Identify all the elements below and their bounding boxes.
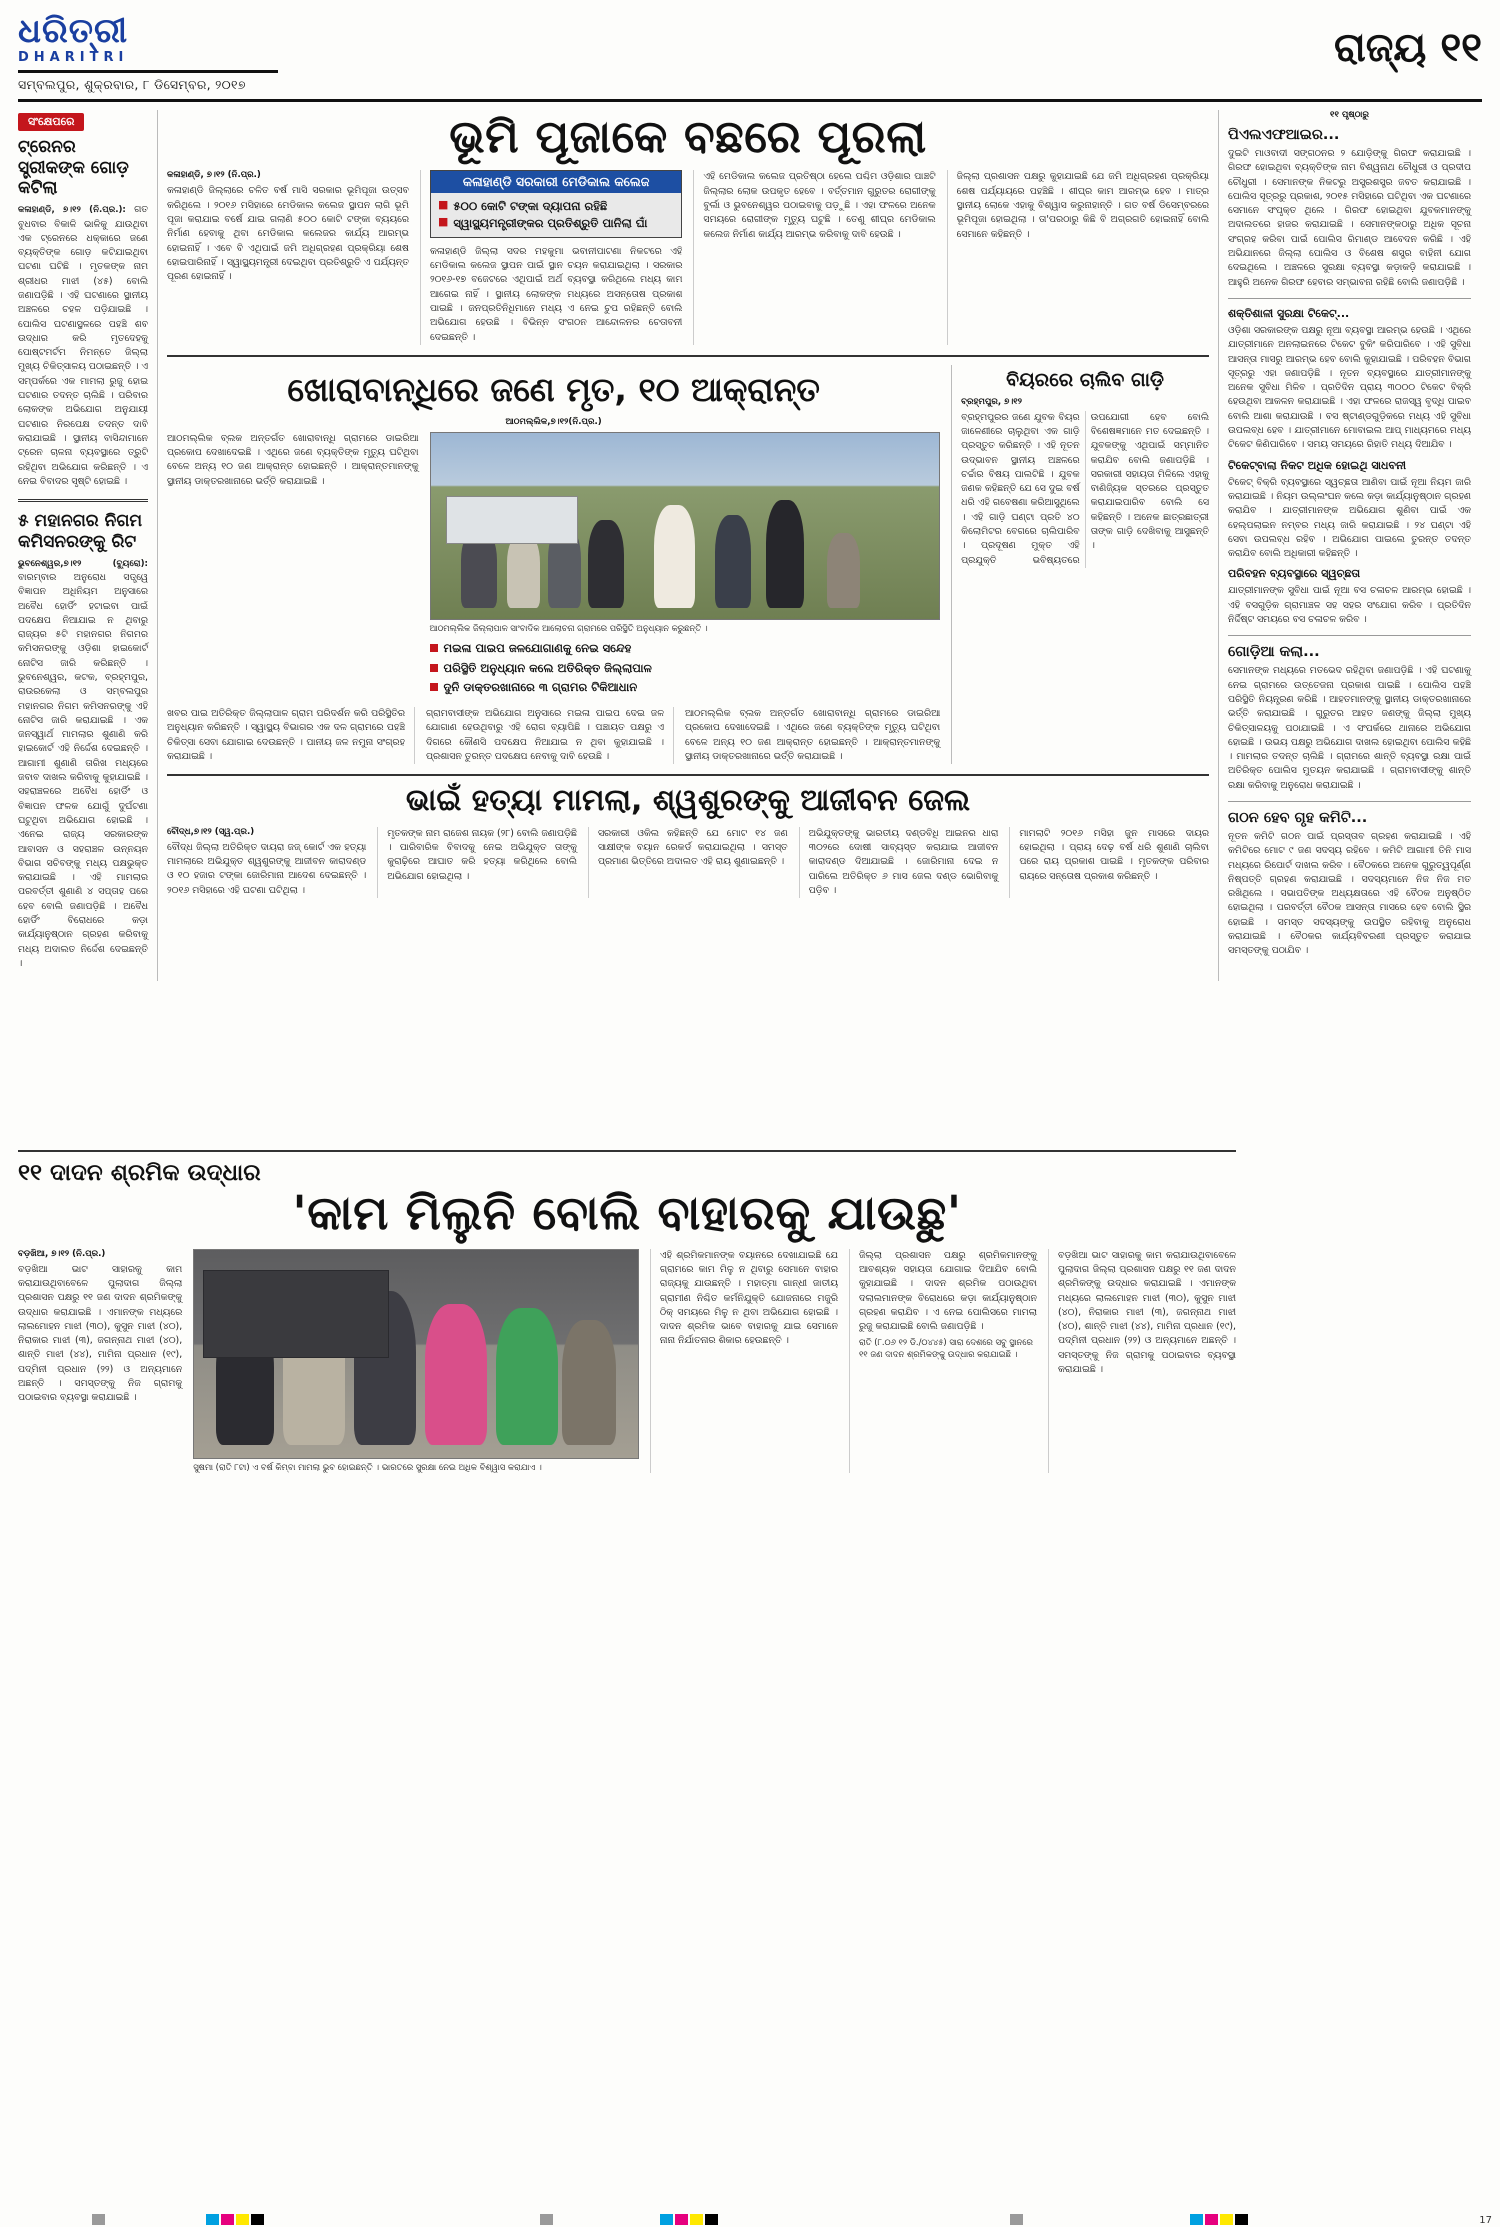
page-section-title: ରାଜ୍ୟ ୧୧: [1333, 25, 1482, 71]
lead-headline: ଭୂମି ପୂଜାକେ ବଛରେ ପୂରଲା: [449, 110, 927, 163]
court-col-2: ମୃତକଙ୍କ ନାମ ରାଜେଶ ନାୟକ (୨୮) ବୋଲି ଜଣାପଡ଼ିଛି । ପାରିବାରିକ ବିବାଦକୁ ନେଇ ଅଭିଯୁକ୍ତ ତାଙ୍କୁ କୁରାଢ଼ିରେ ଆଘାତ କରି ହତ୍ୟା କରିଥିଲେ ବୋଲି ଅଭିଯୋଗ ହୋଇଥିଲା ।: [387, 827, 577, 882]
right-item-3-text: ଯାତ୍ରୀମାନଙ୍କ ସୁବିଧା ପାଇଁ ନୂଆ ବସ ଚଳାଚଳ ଆରମ୍ଭ ହୋଇଛି । ଏହି ବସଗୁଡ଼ିକ ଗ୍ରାମାଞ୍ଚଳ ସହ ସହର ସଂଯୋଗ କରିବ । ପ୍ରତିଦିନ ନିର୍ଦ୍ଦିଷ୍ଟ ସମୟରେ ବସ ଚଳାଚଳ କରିବ ।: [1228, 585, 1471, 626]
masthead-logo-block: [18, 11, 278, 93]
second-band: [167, 365, 1209, 764]
rescued-workers-photo: [193, 1249, 639, 1459]
lead-col-1: କଳାହାଣ୍ଡି ଜିଲ୍ଲାରେ ଚଳିତ ବର୍ଷ ମାସି ସରକାର ଭୂମିପୂଜା ଉତ୍ସବ କରିଥିଲେ । ୨୦୧୬ ମସିହାରେ ମେଡିକାଲ କଲେଜ ସ୍ଥାପନ ଲାଗି ଭୂମି ପୂଜା କରାଯାଇ ବର୍ଷେ ଯାଇ ଗଲାଣି ୫୦୦ କୋଟି ଟଙ୍କା ବ୍ୟୟରେ ନିର୍ମାଣ ହେବାକୁ ଥିବା ମେଡିକାଲ କଲେଜର କାର୍ଯ୍ୟ ଆରମ୍ଭ ହୋଇନାହିଁ । ଏବେ ବି ଏଥିପାଇଁ ଜମି ଅଧିଗ୍ରହଣ ପ୍ରକ୍ରିୟା ଶେଷ ହୋଇପାରିନାହିଁ । ସ୍ୱାସ୍ଥ୍ୟମନ୍ତ୍ରୀ ଦେଇଥିବା ପ୍ରତିଶ୍ରୁତି ଏ ପର୍ଯ୍ୟନ୍ତ ପୂରଣ ହୋଇନାହିଁ ।: [167, 185, 409, 283]
color-swatch: [675, 2214, 688, 2225]
color-swatch: [92, 2214, 105, 2225]
court-col-1: ବୌଦ୍ଧ ଜିଲ୍ଲା ଅତିରିକ୍ତ ଦାୟରା ଜଜ୍ କୋର୍ଟ ଏକ ହତ୍ୟା ମାମଲାରେ ଅଭିଯୁକ୍ତ ଶ୍ୱଶୁରଙ୍କୁ ଆଜୀବନ କାରାଦଣ୍ଡ ଓ ୧୦ ହଜାର ଟଙ୍କା ଜୋରିମାନା ଆଦେଶ ଦେଇଛନ୍ତି । ୨୦୧୬ ମସିହାରେ ଏହି ଘଟଣା ଘଟିଥିଲା ।: [167, 841, 367, 896]
court-col-5: ମାମଲାଟି ୨୦୧୬ ମସିହା ଜୁନ ମାସରେ ଦାୟର ହୋଇଥିଲା । ପ୍ରାୟ ଦେଢ଼ ବର୍ଷ ଧରି ଶୁଣାଣି ଚାଲିବା ପରେ ରାୟ ପ୍ରକାଶ ପାଇଛି । ମୃତକଙ୍କ ପରିବାର ରାୟରେ ସନ୍ତୋଷ ପ୍ରକାଶ କରିଛନ୍ତି ।: [1019, 827, 1209, 882]
right-item-2-text: ଟିକେଟ୍ ବିକ୍ରି ବ୍ୟବସ୍ଥାରେ ସ୍ୱଚ୍ଛତା ଆଣିବା ପାଇଁ ନୂଆ ନିୟମ ଜାରି କରାଯାଇଛି । ନିୟମ ଉଲ୍ଲଂଘନ କଲେ କଡ଼ା କାର୍ଯ୍ୟାନୁଷ୍ଠାନ ଗ୍ରହଣ କରାଯିବ । ଯାତ୍ରୀମାନଙ୍କ ଅଭିଯୋଗ ଶୁଣିବା ପାଇଁ ଏକ ହେଲ୍ପଲାଇନ ନମ୍ବର ମଧ୍ୟ ଜାରି କରାଯାଇଛି । ୨୪ ଘଣ୍ଟା ଏହି ସେବା ଉପଲବ୍ଧ ରହିବ । ଅଭିଯୋଗ ପାଇଲେ ତୁରନ୍ତ ତଦନ୍ତ କରାଯିବ ବୋଲି ଅଧିକାରୀ କହିଛନ୍ତି ।: [1228, 476, 1471, 560]
fact-box-title: କଳାହାଣ୍ଡି ସରକାରୀ ମେଡିକାଲ କଲେଜ: [431, 171, 681, 193]
diarrhoea-bullets: [430, 640, 941, 696]
brief-2-text: ବାରମ୍ବାର ଅନୁରୋଧ ସତ୍ତ୍ୱେ ବିଜ୍ଞାପନ ଅଧିନିୟମ ଅନୁସାରେ ଅବୈଧ ହୋର୍ଡିଂ ହଟାଇବା ପାଇଁ ପଦକ୍ଷେପ ନିଆଯାଇ ନ ଥିବାରୁ ରାଜ୍ୟର ୫ଟି ମହାନଗର ନିଗମର କମିସନରଙ୍କୁ ଓଡ଼ିଶା ହାଇକୋର୍ଟ ନୋଟିସ ଜାରି କରିଛନ୍ତି । ଭୁବନେଶ୍ୱର, କଟକ, ବ୍ରହ୍ମପୁର, ରାଉରକେଲା ଓ ସମ୍ବଲପୁର ମହାନଗର ନିଗମ କମିସନରଙ୍କୁ ଏହି ନୋଟିସ ଜାରି କରାଯାଇଛି । ଏକ ଜନସ୍ୱାର୍ଥ ମାମଲାର ଶୁଣାଣି କରି ହାଇକୋର୍ଟ ଏହି ନିର୍ଦ୍ଦେଶ ଦେଇଛନ୍ତି । ଆଗାମୀ ଶୁଣାଣି ତାରିଖ ମଧ୍ୟରେ ଜବାବ ଦାଖଲ କରିବାକୁ କୁହାଯାଇଛି । ସହରାଞ୍ଚଳରେ ଅବୈଧ ହୋର୍ଡିଂ ଓ ବିଜ୍ଞାପନ ଫଳକ ଯୋଗୁଁ ଦୁର୍ଘଟଣା ଘଟୁଥିବା ଅଭିଯୋଗ ହୋଇଛି । ଏନେଇ ରାଜ୍ୟ ସରକାରଙ୍କ ଆବାସନ ଓ ସହରାଞ୍ଚଳ ଉନ୍ନୟନ ବିଭାଗ ସଚିବଙ୍କୁ ମଧ୍ୟ ପକ୍ଷଭୁକ୍ତ କରାଯାଇଛି । ଏହି ମାମଲାର ପରବର୍ତ୍ତୀ ଶୁଣାଣି ୪ ସପ୍ତାହ ପରେ ହେବ ବୋଲି ଜଣାପଡ଼ିଛି । ଅବୈଧ ହୋର୍ଡିଂ ବିରୋଧରେ କଡ଼ା କାର୍ଯ୍ୟାନୁଷ୍ଠାନ ଗ୍ରହଣ କରିବାକୁ ମଧ୍ୟ ଅଦାଲତ ନିର୍ଦ୍ଦେଶ ଦେଇଛନ୍ତି ।: [18, 571, 148, 969]
court-byline: ବୌଦ୍ଧ,୭।୧୨ (ସ୍ୱ.ପ୍ର.): [167, 826, 255, 837]
right-item-5-text: ନୂତନ କମିଟି ଗଠନ ପାଇଁ ପ୍ରସ୍ତାବ ଗ୍ରହଣ କରାଯାଇଛି । ଏହି କମିଟିରେ ମୋଟ ୯ ଜଣ ସଦସ୍ୟ ରହିବେ । କମିଟି ଆଗାମୀ ତିନି ମାସ ମଧ୍ୟରେ ରିପୋର୍ଟ ଦାଖଲ କରିବ । ବୈଠକରେ ଅନେକ ଗୁରୁତ୍ୱପୂର୍ଣ୍ଣ ନିଷ୍ପତ୍ତି ଗ୍ରହଣ କରାଯାଇଛି । ସଦସ୍ୟମାନେ ନିଜ ନିଜ ମତ ରଖିଥିଲେ । ସଭାପତିଙ୍କ ଅଧ୍ୟକ୍ଷତାରେ ଏହି ବୈଠକ ଅନୁଷ୍ଠିତ ହୋଇଥିଲା । ପରବର୍ତ୍ତୀ ବୈଠକ ଆସନ୍ତା ମାସରେ ହେବ ବୋଲି ସ୍ଥିର ହୋଇଛି । ସମସ୍ତ ସଦସ୍ୟଙ୍କୁ ଉପସ୍ଥିତ ରହିବାକୁ ଅନୁରୋଧ କରାଯାଇଛି । ବୈଠକର କାର୍ଯ୍ୟବିବରଣୀ ପ୍ରସ୍ତୁତ କରାଯାଇ ସମସ୍ତଙ୍କୁ ପଠାଯିବ ।: [1228, 830, 1471, 957]
color-swatch: [1190, 2214, 1203, 2225]
beer-car-story: [951, 365, 1209, 764]
right-item-0-text: ଦୁଇଟି ମାଓବାଦୀ ସଙ୍ଗଠନର ୨ ଯୋଡ଼ିଙ୍କୁ ଗିରଫ କରାଯାଇଛି । ଗିରଫ ହୋଇଥିବା ବ୍ୟକ୍ତିଙ୍କ ନାମ ବିଶ୍ୱନାଥ ଚୌଧୁରୀ ଓ ପ୍ରଦୀପ ଚୌଧୁରୀ । ସେମାନଙ୍କ ନିକଟରୁ ଅସ୍ତ୍ରଶସ୍ତ୍ର ଜବତ କରାଯାଇଛି । ପୋଲିସ ସୂତ୍ରରୁ ପ୍ରକାଶ, ୨୦୧୫ ମସିହାରେ ଘଟିଥିବା ଏକ ଘଟଣାରେ ସେମାନେ ସଂପୃକ୍ତ ଥିଲେ । ଗିରଫ ହୋଇଥିବା ଯୁବକମାନଙ୍କୁ ଅଦାଲତରେ ହାଜର କରାଯାଇଛି । ସେମାନଙ୍କଠାରୁ ଅଧିକ ସୂଚନା ସଂଗ୍ରହ କରିବା ପାଇଁ ପୋଲିସ ରିମାଣ୍ଡ ଆବେଦନ କରିଛି । ଏହି ଅଭିଯାନରେ ଜିଲ୍ଲା ପୋଲିସ ଓ ବିଶେଷ ଶସ୍ତ୍ର ବାହିନୀ ଯୋଗ ଦେଇଥିଲେ । ଅଞ୍ଚଳରେ ସୁରକ୍ଷା ବ୍ୟବସ୍ଥା କଡ଼ାକଡ଼ି କରାଯାଇଛି । ଆହୁରି ଅନେକ ଗିରଫ ହେବାର ସମ୍ଭାବନା ରହିଛି ବୋଲି ଜଣାପଡ଼ିଛି ।: [1228, 148, 1471, 288]
color-swatch: [705, 2214, 718, 2225]
color-swatch: [1205, 2214, 1218, 2225]
lead-col-4: ଜିଲ୍ଲା ପ୍ରଶାସନ ପକ୍ଷରୁ କୁହାଯାଇଛି ଯେ ଜମି ଅଧିଗ୍ରହଣ ପ୍ରକ୍ରିୟା ଶେଷ ପର୍ଯ୍ୟାୟରେ ପହଞ୍ଚିଛି । ଶୀଘ୍ର କାମ ଆରମ୍ଭ ହେବ । ମାତ୍ର ସ୍ଥାନୀୟ ଲୋକେ ଏହାକୁ ବିଶ୍ୱାସ କରୁନାହାନ୍ତି । ଗତ ବର୍ଷ ଡିସେମ୍ବରରେ ଭୂମିପୂଜା ହୋଇଥିଲା । ତା'ପରଠାରୁ କିଛି ବି ଅଗ୍ରଗତି ହୋଇନାହିଁ ବୋଲି ସେମାନେ କହିଛନ୍ତି ।: [956, 171, 1209, 240]
bottom-kicker: ୧୧ ଦାଦନ ଶ୍ରମିକ ଉଦ୍ଧାର: [18, 1160, 261, 1186]
swatch-group-3: [540, 2214, 553, 2225]
logo-row: [18, 11, 278, 51]
dateline: ସମ୍ବଲପୁର, ଶୁକ୍ରବାର, ୮ ଡିସେମ୍ବର, ୨୦୧୭: [18, 77, 246, 92]
color-swatch: [1010, 2214, 1023, 2225]
right-item-2-head: ଟିକେଟ୍‌ବାଲା ନିକଟ ଅଧିକ ହୋଇଥି ସାଧବନୀ: [1228, 458, 1406, 472]
lead-col-2: କଳାହାଣ୍ଡି ଜିଲ୍ଲା ସଦର ମହକୁମା ଭବାନୀପାଟଣା ନିକଟରେ ଏହି ମେଡିକାଲ କଲେଜ ସ୍ଥାପନ ପାଇଁ ସ୍ଥାନ ଚୟନ କରାଯାଇଥିଲା । ସରକାର ୨୦୧୬-୧୭ ବଜେଟରେ ଏଥିପାଇଁ ଅର୍ଥ ବ୍ୟବସ୍ଥା କରିଥିଲେ ମଧ୍ୟ କାମ ଆଗେଇ ନାହିଁ । ସ୍ଥାନୀୟ ଲୋକଙ୍କ ମଧ୍ୟରେ ଅସନ୍ତୋଷ ପ୍ରକାଶ ପାଇଛି । ଜନପ୍ରତିନିଧିମାନେ ମଧ୍ୟ ଏ ନେଇ ଚୁପ ରହିଛନ୍ତି ବୋଲି ଅଭିଯୋଗ ହେଉଛି । ବିଭିନ୍ନ ସଂଗଠନ ଆନ୍ଦୋଳନର ଚେତାବନୀ ଦେଇଛନ୍ତି ।: [429, 245, 683, 343]
brief-2-headline: ୫ ମହାନଗର ନିଗମ କମିସନରଙ୍କୁ ରିଟ: [18, 511, 143, 552]
swatch-group-6: [1190, 2214, 1248, 2225]
beer-car-text: ବ୍ରହ୍ମପୁରର ଜଣେ ଯୁବକ ବିୟର ଜାଳେଣୀରେ ଚାଲୁଥିବା ଏକ ଗାଡ଼ି ପ୍ରସ୍ତୁତ କରିଛନ୍ତି । ଏହି ନୂତନ ଉଦ୍ଭାବନ ସ୍ଥାନୀୟ ଅଞ୍ଚଳରେ ଚର୍ଚ୍ଚାର ବିଷୟ ପାଲଟିଛି । ଯୁବକ ଜଣକ କହିଛନ୍ତି ଯେ ସେ ଦୁଇ ବର୍ଷ ଧରି ଏହି ଗବେଷଣା କରିଆସୁଥିଲେ । ଏହି ଗାଡ଼ି ଘଣ୍ଟା ପ୍ରତି ୪୦ କିଲୋମିଟର ବେଗରେ ଚାଲିପାରିବ । ପ୍ରଦୂଷଣ ମୁକ୍ତ ଏହି ପ୍ରଯୁକ୍ତି ଭବିଷ୍ୟତରେ ଉପଯୋଗୀ ହେବ ବୋଲି ବିଶେଷଜ୍ଞମାନେ ମତ ଦେଇଛନ୍ତି । ଯୁବକଙ୍କୁ ଏଥିପାଇଁ ସମ୍ମାନିତ କରାଯିବ ବୋଲି ଜଣାପଡ଼ିଛି । ସରକାରୀ ସହାୟତା ମିଳିଲେ ଏହାକୁ ବାଣିଜ୍ୟିକ ସ୍ତରରେ ପ୍ରସ୍ତୁତ କରାଯାଇପାରିବ ବୋଲି ସେ କହିଛନ୍ତି । ଅନେକ ଛାତ୍ରଛାତ୍ରୀ ତାଙ୍କ ଗାଡ଼ି ଦେଖିବାକୁ ଆସୁଛନ୍ତି ।: [961, 411, 1209, 566]
beer-car-byline: ବ୍ରହ୍ମପୁର, ୭।୧୨: [961, 396, 1023, 407]
page-content: [18, 110, 1482, 981]
right-column: [1218, 110, 1480, 981]
bottom-col-2: ଏହି ଶ୍ରମିକମାନଙ୍କ ବୟାନରେ ଦେଖାଯାଇଛି ଯେ ଗ୍ରାମରେ କାମ ମିଳୁ ନ ଥିବାରୁ ସେମାନେ ବାହାର ରାଜ୍ୟକୁ ଯାଉଛନ୍ତି । ମହାତ୍ମା ଗାନ୍ଧୀ ଜାତୀୟ ଗ୍ରାମୀଣ ନିଶ୍ଚିତ କର୍ମନିଯୁକ୍ତି ଯୋଜନାରେ ମଜୁରି ଠିକ୍ ସମୟରେ ମିଳୁ ନ ଥିବା ଅଭିଯୋଗ ହୋଇଛି । ଦାଦନ ଶ୍ରମିକ ଭାବେ ବାହାରକୁ ଯାଇ ସେମାନେ ନାନା ନିର୍ଯାତନାର ଶିକାର ହେଉଛନ୍ତି ।: [659, 1249, 838, 1347]
main-column: [158, 110, 1218, 981]
left-divider-1: [18, 499, 148, 502]
right-item-5-head: ଗଠନ ହେବ ଗୃହ କମିଟି...: [1228, 809, 1368, 826]
bottom-col-3: ଜିଲ୍ଲା ପ୍ରଶାସନ ପକ୍ଷରୁ ଶ୍ରମିକମାନଙ୍କୁ ଆବଶ୍ୟକ ସହାୟତା ଯୋଗାଇ ଦିଆଯିବ ବୋଲି କୁହାଯାଇଛି । ଦାଦନ ଶ୍ରମିକ ପଠାଉଥିବା ଦଲାଲମାନଙ୍କ ବିରୋଧରେ କଡ଼ା କାର୍ଯ୍ୟାନୁଷ୍ଠାନ ଗ୍ରହଣ କରାଯିବ । ଏ ନେଇ ପୋଲିସରେ ମାମଲା ରୁଜୁ କରାଯାଇଛି ବୋଲି ଜଣାପଡ଼ିଛି ।: [858, 1249, 1037, 1333]
court-col-3: ସରକାରୀ ଓକିଲ କହିଛନ୍ତି ଯେ ମୋଟ ୧୪ ଜଣ ସାକ୍ଷୀଙ୍କ ବୟାନ ରେକର୍ଡ କରାଯାଇଥିଲା । ସମସ୍ତ ପ୍ରମାଣ ଭିତ୍ତିରେ ଅଦାଲତ ଏହି ରାୟ ଶୁଣାଇଛନ୍ତି ।: [597, 827, 788, 868]
bullet-item: ପରିସ୍ଥିତି ଅନୁଧ୍ୟାନ କଲେ ଅତିରିକ୍ତ ଜିଲ୍ଲାପାଳ: [430, 660, 941, 677]
logo-latin: DHARITRI: [18, 50, 129, 65]
color-swatch: [540, 2214, 553, 2225]
color-swatch: [236, 2214, 249, 2225]
bottom-lead-story: [18, 1140, 1236, 1473]
fact-box-item-1: ■ ୫୦୦ କୋଟି ଟଙ୍କା ଦ୍ୟାପନା ରହିଛି: [437, 198, 608, 214]
bottom-photo-caption: ସୁଷମା (ରାତି ୮ଟା) ଏ ବର୍ଷ କିମ୍ବା ମାମଲା ଭୁବ ହୋଇଛନ୍ତି । ଭାରତରେ ସୁରକ୍ଷା ନେଇ ଅଧିକ ବିଶ୍ୱାସ କରାଯାଏ ।: [193, 1461, 542, 1472]
square-bullet-icon: ■: [437, 215, 449, 229]
left-column: [18, 110, 158, 981]
swatch-group-5: [1010, 2214, 1023, 2225]
right-divider-2: [1228, 635, 1471, 636]
color-swatch: [1235, 2214, 1248, 2225]
square-bullet-icon: ■: [437, 198, 449, 212]
right-item-4-head: ଗୋଡ଼ିଆ କଲା...: [1228, 644, 1320, 661]
brief-1-text: ଗତ ବୁଧବାର ବିକାଳି ଭାଳିକୁ ଯାଉଥିବା ଏକ ଟ୍ରେନରେ ଧକ୍କାରେ ଜଣେ ବ୍ୟକ୍ତିଙ୍କ ଗୋଡ଼ କଟିଯାଇଥିବା ଘଟଣା ଘଟିଛି । ମୃତକଙ୍କ ନାମ ଶ୍ରୀଧର ମାଝୀ (୪୫) ବୋଲି ଜଣାପଡ଼ିଛି । ଏହି ଘଟଣାରେ ସ୍ଥାନୀୟ ଅଞ୍ଚଳରେ ଚହଳ ପଡ଼ିଯାଇଛି । ପୋଲିସ ଘଟଣାସ୍ଥଳରେ ପହଞ୍ଚି ଶବ ଉଦ୍ଧାର କରି ମୃତଦେହକୁ ପୋଷ୍ଟମର୍ଟମ ନିମନ୍ତେ ଜିଲ୍ଲା ମୁଖ୍ୟ ଚିକିତ୍ସାଳୟ ପଠାଇଛନ୍ତି । ଏ ସମ୍ପର୍କରେ ଏକ ମାମଲା ରୁଜୁ ହୋଇ ଘଟଣାର ତଦନ୍ତ ଚାଲିଛି । ପରିବାର ଲୋକଙ୍କ ଅଭିଯୋଗ ଅନୁଯାୟୀ ଘଟଣାର ନିରପେକ୍ଷ ତଦନ୍ତ ଦାବି କରାଯାଇଛି । ସ୍ଥାନୀୟ ବାସିନ୍ଦାମାନେ ଟ୍ରେନ ଚାଳନା ବ୍ୟବସ୍ଥାରେ ତ୍ରୁଟି ରହିଥିବା ଅଭିଯୋଗ କରିଛନ୍ତି । ଏ ନେଇ ବିବାଦର ସୃଷ୍ଟି ହୋଇଛି ।: [18, 204, 148, 487]
continued-from-label: ୧୧ ପୃଷ୍ଠାରୁ: [1330, 110, 1369, 120]
bottom-headline: 'କାମ ମିଲୁନି ବୋଲି ବାହାରକୁ ଯାଉଛୁ': [292, 1186, 962, 1241]
court-col-4: ଅଭିଯୁକ୍ତଙ୍କୁ ଭାରତୀୟ ଦଣ୍ଡବିଧି ଆଇନର ଧାରା ୩୦୨ରେ ଦୋଷୀ ସାବ୍ୟସ୍ତ କରାଯାଇ ଆଜୀବନ କାରାଦଣ୍ଡ ଦିଆଯାଇଛି । ଜୋରିମାନା ଦେଇ ନ ପାରିଲେ ଅତିରିକ୍ତ ୬ ମାସ ଜେଲ ଦଣ୍ଡ ଭୋଗିବାକୁ ପଡ଼ିବ ।: [808, 827, 999, 896]
color-swatch: [206, 2214, 219, 2225]
bottom-divider: [18, 1150, 1236, 1152]
beer-car-headline: ବିୟରରେ ଚାଲିବ ଗାଡ଼ି: [1006, 368, 1164, 391]
brief-2-byline: ଭୁବନେଶ୍ୱର,୭।୧୨ (ବ୍ୟୁରୋ):: [18, 558, 148, 569]
diarrhoea-col-1: ଆଠମଲ୍ଲିକ ବ୍ଲକ ଅନ୍ତର୍ଗତ ଖୋରାବାନ୍ଧି ଗ୍ରାମରେ ଡାଇରିଆ ପ୍ରକୋପ ଦେଖାଦେଇଛି । ଏଥିରେ ଜଣେ ବ୍ୟକ୍ତିଙ୍କ ମୃତ୍ୟୁ ଘଟିଥିବା ବେଳେ ଅନ୍ୟ ୧୦ ଜଣ ଆକ୍ରାନ୍ତ ହୋଇଛନ୍ତି । ଆକ୍ରାନ୍ତମାନଙ୍କୁ ସ୍ଥାନୀୟ ଡାକ୍ତରଖାନାରେ ଭର୍ତ୍ତି କରାଯାଇଛି ।: [167, 432, 419, 487]
bottom-byline: ବଡ଼ଖିଆ, ୭।୧୨ (ନି.ପ୍ର.): [18, 1248, 106, 1259]
diarrhoea-col-4: ଆଠମଲ୍ଲିକ ବ୍ଲକ ଅନ୍ତର୍ଗତ ଖୋରାବାନ୍ଧି ଗ୍ରାମରେ ଡାଇରିଆ ପ୍ରକୋପ ଦେଖାଦେଇଛି । ଏଥିରେ ଜଣେ ବ୍ୟକ୍ତିଙ୍କ ମୃତ୍ୟୁ ଘଟିଥିବା ବେଳେ ଅନ୍ୟ ୧୦ ଜଣ ଆକ୍ରାନ୍ତ ହୋଇଛନ୍ତି । ଆକ୍ରାନ୍ତମାନଙ୍କୁ ସ୍ଥାନୀୟ ଡାକ୍ତରଖାନାରେ ଭର୍ତ୍ତି କରାଯାଇଛି ।: [684, 708, 941, 762]
right-item-1-text: ଓଡ଼ିଶା ସରକାରଙ୍କ ପକ୍ଷରୁ ନୂଆ ବ୍ୟବସ୍ଥା ଆରମ୍ଭ ହେଉଛି । ଏଥିରେ ଯାତ୍ରୀମାନେ ଅନଲାଇନରେ ଟିକେଟ ବୁକିଂ କରିପାରିବେ । ଏହି ସୁବିଧା ଆସନ୍ତା ମାସରୁ ଆରମ୍ଭ ହେବ ବୋଲି କୁହାଯାଇଛି । ପରିବହନ ବିଭାଗ ସୂତ୍ରରୁ ଏହା ଜଣାପଡ଼ିଛି । ନୂତନ ବ୍ୟବସ୍ଥାରେ ଯାତ୍ରୀମାନଙ୍କୁ ଅନେକ ସୁବିଧା ମିଳିବ । ପ୍ରତିଦିନ ପ୍ରାୟ ୩୦୦୦ ଟିକେଟ ବିକ୍ରି ହେଉଥିବା ଆକଳନ କରାଯାଇଛି । ଏହା ଫଳରେ ରାଜସ୍ୱ ବୃଦ୍ଧି ପାଇବ ବୋଲି ଆଶା କରାଯାଉଛି । ବସ ଷ୍ଟାଣ୍ଡଗୁଡ଼ିକରେ ମଧ୍ୟ ଏହି ସୁବିଧା ଉପଲବ୍ଧ ହେବ । ଯାତ୍ରୀମାନେ ମୋବାଇଲ ଆପ୍ ମାଧ୍ୟମରେ ମଧ୍ୟ ଟିକେଟ କିଣିପାରିବେ । ସମୟ ସମୟରେ ରିହାତି ମଧ୍ୟ ଦିଆଯିବ ।: [1228, 324, 1471, 451]
logo-odia: ଧରିତ୍ରୀ: [18, 11, 129, 51]
color-swatch: [221, 2214, 234, 2225]
bottom-col-1: ବଡ଼ଖିଆ ଭାଟ ସାହାରକୁ କାମ କରାଯାଉଥିବାବେଳେ ପୁଲାଦାଗ ଜିଲ୍ଲା ପ୍ରଶାସନ ପକ୍ଷରୁ ୧୧ ଜଣ ଦାଦନ ଶ୍ରମିକଙ୍କୁ ଉଦ୍ଧାର କରାଯାଇଛି । ଏମାନଙ୍କ ମଧ୍ୟରେ ଲାଲମୋହନ ମାଝୀ (୩୦), କୁସୁନ ମାଝୀ (୪୦), ନିରାକାର ମାଝୀ (୩), ଜଗନ୍ନାଥ ମାଝୀ (୪୦), ଶାନ୍ତି ମାଝୀ (୪୪), ମାମିନା ପ୍ରଧାନ (୧୯), ପଦ୍ମିନୀ ପ୍ରଧାନ (୨୨) ଓ ଅନ୍ୟମାନେ ଅଛନ୍ତି । ସମସ୍ତଙ୍କୁ ନିଜ ଗ୍ରାମକୁ ପଠାଇବାର ବ୍ୟବସ୍ଥା କରାଯାଇଛି ।: [18, 1263, 183, 1404]
swatch-group-2: [206, 2214, 264, 2225]
diarrhoea-story: [167, 365, 940, 764]
court-headline: ଭାଇଁ ହତ୍ୟା ମାମଲା, ଶ୍ୱଶୁରଙ୍କୁ ଆଜୀବନ ଜେଲ: [405, 783, 971, 819]
diarrhoea-photo: [430, 432, 941, 620]
brief-1-byline: କଳାହାଣ୍ଡି, ୭।୧୨ (ନି.ପ୍ର.):: [18, 205, 126, 216]
main-divider-2: [167, 774, 1209, 776]
page-number: 17: [1479, 2215, 1492, 2226]
right-item-3-head: ପରିବହନ ବ୍ୟବସ୍ଥାରେ ସ୍ୱଚ୍ଛତା: [1228, 567, 1361, 581]
diarrhoea-headline: ଖୋରାବାନ୍ଧିରେ ଜଣେ ମୃତ, ୧୦ ଆକ୍ରାନ୍ତ: [287, 369, 820, 409]
diarrhoea-byline: ଆଠମଲ୍ଲିକ,୭।୧୨(ନି.ପ୍ର.): [505, 416, 602, 427]
color-swatch: [690, 2214, 703, 2225]
brief-1-headline: ଟ୍ରେନର ସ୍ତ୍ରୀକଙ୍କ ଗୋଡ଼ କଟିଲା: [18, 137, 129, 199]
fact-box-item-2: ■ ସ୍ୱାସ୍ଥ୍ୟମନ୍ତ୍ରୀଙ୍କର ପ୍ରତିଶ୍ରୁତି ପାନିଲା ଘାଁ: [437, 215, 648, 231]
swatch-group-4: [660, 2214, 718, 2225]
right-item-1-head: ଶକ୍ତିଶାଳୀ ସୁରକ୍ଷା ଟିକେଟ୍...: [1228, 306, 1350, 320]
briefs-tag: ସଂକ୍ଷେପରେ: [18, 113, 84, 131]
color-swatch: [660, 2214, 673, 2225]
swatch-group-1: [92, 2214, 105, 2225]
color-swatch: [251, 2214, 264, 2225]
lead-story: [167, 112, 1209, 345]
right-divider: [1228, 298, 1471, 299]
diarrhoea-col-3: ଗ୍ରାମବାସୀଙ୍କ ଅଭିଯୋଗ ଅନୁସାରେ ମଇଳା ପାଇପ ଦେଇ ଜଳ ଯୋଗାଣ ହେଉଥିବାରୁ ଏହି ରୋଗ ବ୍ୟାପିଛି । ପଞ୍ଚାୟତ ପକ୍ଷରୁ ଏ ଦିଗରେ କୌଣସି ପଦକ୍ଷେପ ନିଆଯାଇ ନ ଥିବା କୁହାଯାଇଛି । ପ୍ରଶାସନ ତୁରନ୍ତ ପଦକ୍ଷେପ ନେବାକୁ ଦାବି ହେଉଛି ।: [425, 708, 664, 762]
lead-col-3: ଏହି ମେଡିକାଲ କଲେଜ ପ୍ରତିଷ୍ଠା ହେଲେ ପଶ୍ଚିମ ଓଡ଼ିଶାର ପାଞ୍ଚଟି ଜିଲ୍ଲାର ଲୋକ ଉପକୃତ ହେବେ । ବର୍ତ୍ତମାନ ଗୁରୁତର ରୋଗୀଙ୍କୁ ବୁର୍ଲା ଓ ଭୁବନେଶ୍ୱର ପଠାଇବାକୁ ପଡ଼ୁଛି । ଏହା ଫଳରେ ଅନେକ ସମୟରେ ରୋଗୀଙ୍କ ମୃତ୍ୟୁ ଘଟୁଛି । ତେଣୁ ଶୀଘ୍ର ମେଡିକାଲ କଲେଜ ନିର୍ମାଣ କାର୍ଯ୍ୟ ଆରମ୍ଭ କରିବାକୁ ଦାବି ହେଉଛି ।: [703, 171, 936, 240]
color-swatch: [1220, 2214, 1233, 2225]
print-registration-footer: [0, 2211, 1500, 2227]
lead-fact-box: [430, 170, 682, 237]
court-story: [167, 784, 1209, 898]
bullet-item: ମଇଳା ପାଇପ ଜଳଯୋଗାଣକୁ ନେଇ ସନ୍ଦେହ: [430, 640, 941, 657]
brief-story-2: [18, 511, 148, 971]
masthead: [18, 11, 1482, 102]
right-item-0-head: ପିଏଲଏଫଆଇର...: [1228, 127, 1340, 143]
bottom-caption-right: ରାତି (୮.୦୬ ୧୨ ଡି./୦୪୪୫) ସାରା ଦେଶରେ ସବୁ ସ୍ଥାନରେ ୧୧ ଜଣ ଦାଦନ ଶ୍ରମିକଙ୍କୁ ଉଦ୍ଧାର କରାଯାଇଛି ।: [858, 1337, 1033, 1359]
bullet-item: ଦୁନି ଡାକ୍ତରଖାନାରେ ୩ ଗ୍ରାମର ଟିକିଆଧାନ: [430, 679, 941, 696]
right-divider-3: [1228, 801, 1471, 802]
diarrhoea-photo-caption: ଆଠମଲ୍ଲିକ ଜିଲ୍ଲାପାଳ ସାଂବାଦିକ ଆଲୋଚନା ଗ୍ରାମରେ ପରିସ୍ଥିତି ଅନୁଧ୍ୟାନ କରୁଛନ୍ତି ।: [429, 622, 708, 633]
brief-story-1: [18, 137, 148, 489]
diarrhoea-col-2: ଖବର ପାଇ ଅତିରିକ୍ତ ଜିଲ୍ଲାପାଳ ଗ୍ରାମ ପରିଦର୍ଶନ କରି ପରିସ୍ଥିତିର ଅନୁଧ୍ୟାନ କରିଛନ୍ତି । ସ୍ୱାସ୍ଥ୍ୟ ବିଭାଗର ଏକ ଦଳ ଗ୍ରାମରେ ପହଞ୍ଚି ଚିକିତ୍ସା ସେବା ଯୋଗାଇ ଦେଉଛନ୍ତି । ପାନୀୟ ଜଳ ନମୁନା ସଂଗ୍ରହ କରାଯାଇଛି ।: [167, 708, 405, 762]
square-bullet-icon: [430, 664, 438, 672]
square-bullet-icon: [430, 683, 438, 691]
right-item-4-text: ସେମାନଙ୍କ ମଧ୍ୟରେ ମତଭେଦ ରହିଥିବା ଜଣାପଡ଼ିଛି । ଏହି ଘଟଣାକୁ ନେଇ ଗ୍ରାମରେ ଉତ୍ତେଜନା ପ୍ରକାଶ ପାଇଛି । ପୋଲିସ ପହଞ୍ଚି ପରିସ୍ଥିତି ନିୟନ୍ତ୍ରଣ କରିଛି । ଆହତମାନଙ୍କୁ ସ୍ଥାନୀୟ ଡାକ୍ତରଖାନାରେ ଭର୍ତ୍ତି କରାଯାଇଛି । ଗୁରୁତର ଆହତ ଜଣଙ୍କୁ ଜିଲ୍ଲା ମୁଖ୍ୟ ଚିକିତ୍ସାଳୟକୁ ପଠାଯାଇଛି । ଏ ସଂପର୍କରେ ଥାନାରେ ଅଭିଯୋଗ ହୋଇଛି । ଉଭୟ ପକ୍ଷରୁ ଅଭିଯୋଗ ଦାଖଲ ହୋଇଥିବା ପୋଲିସ କହିଛି । ମାମଲାର ତଦନ୍ତ ଚାଲିଛି । ଗ୍ରାମରେ ଶାନ୍ତି ବ୍ୟବସ୍ଥା ରକ୍ଷା ପାଇଁ ଅତିରିକ୍ତ ପୋଲିସ ମୁତୟନ କରାଯାଇଛି । ଗ୍ରାମବାସୀଙ୍କୁ ଶାନ୍ତି ରକ୍ଷା କରିବାକୁ ଅନୁରୋଧ କରାଯାଇଛି ।: [1228, 665, 1471, 791]
main-divider-1: [167, 355, 1209, 357]
lead-byline: କଳାହାଣ୍ଡି, ୭।୧୨ (ନି.ପ୍ର.): [167, 170, 261, 181]
bottom-col-4: ବଡ଼ଖିଆ ଭାଟ ସାହାରକୁ କାମ କରାଯାଉଥିବାବେଳେ ପୁଲାଦାଗ ଜିଲ୍ଲା ପ୍ରଶାସନ ପକ୍ଷରୁ ୧୧ ଜଣ ଦାଦନ ଶ୍ରମିକଙ୍କୁ ଉଦ୍ଧାର କରାଯାଇଛି । ଏମାନଙ୍କ ମଧ୍ୟରେ ଲାଲମୋହନ ମାଝୀ (୩୦), କୁସୁନ ମାଝୀ (୪୦), ନିରାକାର ମାଝୀ (୩), ଜଗନ୍ନାଥ ମାଝୀ (୪୦), ଶାନ୍ତି ମାଝୀ (୪୪), ମାମିନା ପ୍ରଧାନ (୧୯), ପଦ୍ମିନୀ ପ୍ରଧାନ (୨୨) ଓ ଅନ୍ୟମାନେ ଅଛନ୍ତି । ସମସ୍ତଙ୍କୁ ନିଜ ଗ୍ରାମକୁ ପଠାଇବାର ବ୍ୟବସ୍ଥା କରାଯାଇଛି ।: [1057, 1249, 1236, 1375]
logo-underline: [18, 70, 278, 73]
square-bullet-icon: [430, 644, 438, 652]
